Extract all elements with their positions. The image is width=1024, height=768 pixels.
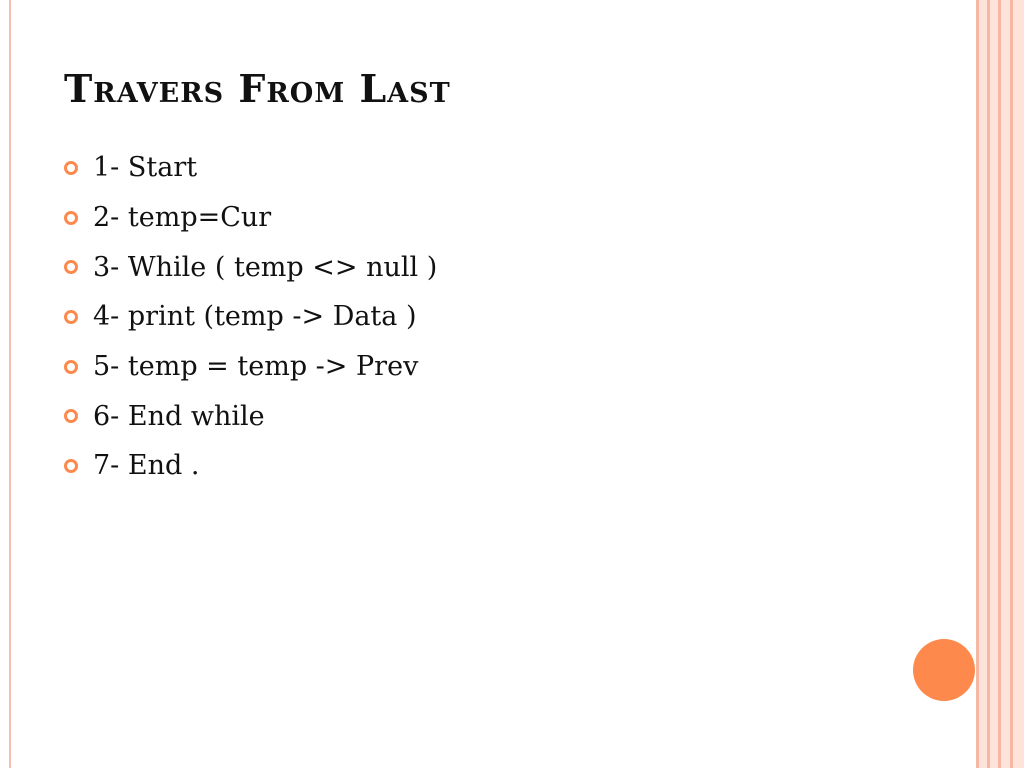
bullet-text: 1- Start [93,152,198,184]
bullet-circle-icon [64,310,78,324]
bullet-circle-icon [64,260,78,274]
bullet-circle-icon [64,459,78,473]
bullet-text: 2- temp=Cur [93,202,272,234]
bullet-item [64,342,437,392]
bullet-circle-icon [64,360,78,374]
bullet-item [64,242,437,292]
left-border-line [9,0,11,768]
bullet-item [64,441,437,491]
bullet-text: 4- print (temp -> Data ) [93,301,417,333]
bullet-circle-icon [64,211,78,225]
bullet-list [64,143,437,491]
bullet-item [64,391,437,441]
decorative-circle [913,639,975,701]
decorative-stripe [979,0,987,768]
bullet-text: 7- End . [93,450,200,482]
bullet-circle-icon [64,409,78,423]
bullet-item [64,292,437,342]
decorative-stripe [990,0,998,768]
bullet-item [64,143,437,193]
bullet-text: 6- End while [93,400,265,432]
bullet-item [64,193,437,243]
bullet-circle-icon [64,161,78,175]
slide-title: Travers From Last [64,66,451,111]
decorative-stripe [1013,0,1024,768]
bullet-text: 5- temp = temp -> Prev [93,351,419,383]
decorative-stripe [1001,0,1010,768]
bullet-text: 3- While ( temp <> null ) [93,251,438,283]
